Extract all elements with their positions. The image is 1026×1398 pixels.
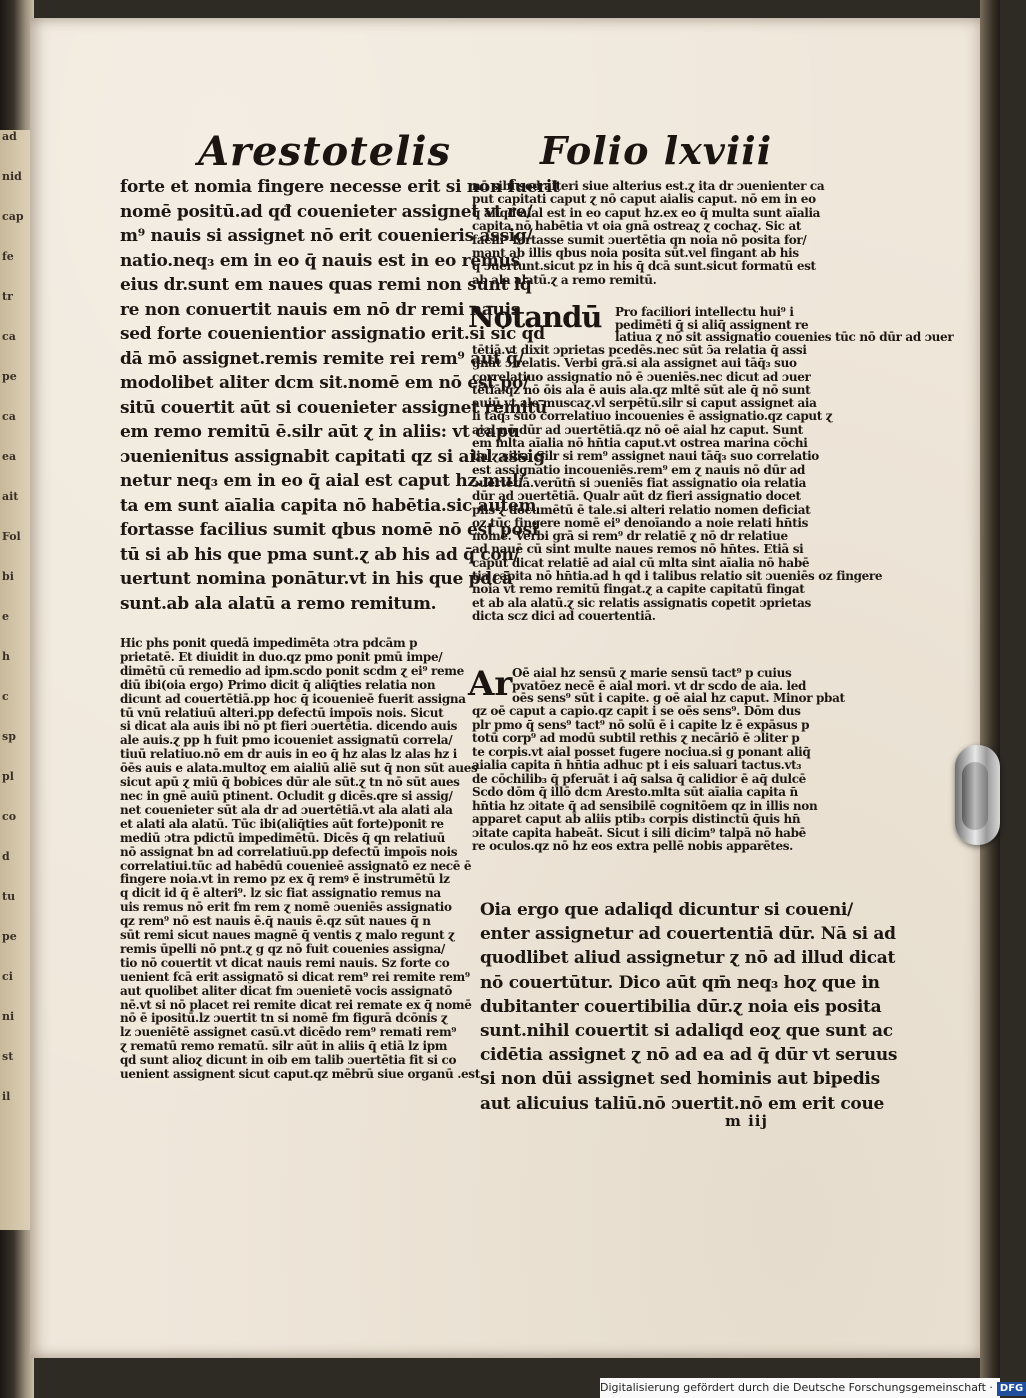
edge-fragment: sp [2, 730, 16, 743]
text-line: oēs sens⁹ sūt i capite. g oē aial hz caput. Minor pbat [512, 691, 845, 706]
text-line: facili⁹ fortasse sumit ɔuertētia qn noia nō posita for/ [472, 232, 807, 247]
ar-side-text [512, 666, 845, 706]
edge-fragment: ea [2, 450, 17, 463]
edge-fragment: st [2, 1050, 14, 1063]
text-line: tū si ab his que pma sunt.ɀ ab his ad q̄ con/ [120, 544, 520, 565]
edge-fragment: Fol [2, 530, 21, 543]
commentary-line: mediū ɔtra pdictū impedimētū. Dicēs q̄ qn relatiuū [120, 830, 445, 845]
commentary-line: ōēs auis e alata.multoɀ em aialiū aliē sut q̄ non sūt aues [120, 761, 478, 776]
ar-text [472, 704, 818, 854]
text-line: si non dūi assignet sed hominis aut bipedis [480, 1069, 880, 1090]
text-line: tia capita nō hn̄tia.ad h qd i talibus relatio sit ɔueniēs oz fingere [472, 569, 883, 584]
footer-text: Digitalisierung gefördert durch die Deutsche Forschungsgemeinschaft · [600, 1381, 993, 1394]
text-line: quodlibet aliud assignetur ɀ nō ad illud dicat [480, 948, 896, 969]
text-line: q aliqd aial est in eo caput hz.ex eo q̄ multa sunt aīalia [472, 205, 821, 220]
commentary-line: si dicat ala auis ibi nō pt fieri ɔuertētia. dicendo auis [120, 719, 458, 734]
text-line: pvatōez necē ē aial mori. vt dr scdo de aia. led [512, 678, 807, 693]
edge-fragment: pe [2, 930, 17, 943]
text-line: est assignatio incoueniēs.rem⁹ em ɀ nauis nō dūr ad [472, 462, 806, 477]
text-line: sunt.nihil couertit si adaliqd eoɀ que sunt ac [480, 1021, 893, 1042]
edge-fragment: d [2, 850, 10, 863]
commentary-line: Hic phs ponit quedā impedimēta ɔtra pdcām p [120, 636, 418, 650]
text-line: ɔuenienitus assignabit capitati qz si aial assig [120, 446, 545, 467]
text-line: sunt.ab ala alatū a remo remitum. [120, 593, 437, 614]
notandum-side-text [615, 305, 954, 345]
dfg-logo-icon: DFG [997, 1382, 1026, 1396]
text-line: ɔuertētiā.verūtn̄ si ɔueniēs fiat assignatio oia relatia [472, 475, 807, 490]
text-line: put capitati caput ɀ nō caput aialis caput. nō em in eo [472, 192, 816, 207]
text-line: apparet caput ab aliis ptib₃ corpis distinctū q̄uis hn̄ [472, 812, 801, 826]
edge-fragment: ci [2, 970, 13, 983]
text-line: ɔitate capita habeāt. Sicut i sili dicim⁹ talpā nō habē [472, 825, 806, 840]
text-line: aialia capita n̄ hn̄tia adhuc pt i eis saluari tactus.vt₃ [472, 758, 802, 772]
edge-fragment: ca [2, 410, 16, 423]
text-line: noia vt remo remitū fingat.ɀ a capite capitatū fingat [472, 582, 805, 597]
text-line: dicta scz dici ad couertentiā. [472, 608, 656, 623]
text-line: capita nō habētia vt oia gnā ostreaɀ ɀ cochaɀ. Sic at [472, 219, 802, 234]
commentary-line: sūt remi sicut naues magnē q̄ ventis ɀ malo regunt ɀ [120, 928, 455, 943]
edge-fragment: ad [2, 130, 17, 143]
commentary-line: tū vnū relatiuū alteri.pp defectū impoīs nois. Sicut [120, 705, 444, 720]
edge-fragment: e [2, 610, 9, 623]
text-line: dā mō assignet.remis remite rei rem⁹ aut q̄/ [120, 348, 524, 369]
commentary-line: uis remus nō erit fm rem ɀ nomē ɔueniēs assignatio [120, 900, 452, 915]
text-line: te corpis.vt aial posset fugere nociua.si g ponant aliq̄ [472, 744, 811, 759]
commentary-line: tio nō couertit vt dicat nauis remi nauis. Sz forte co [120, 955, 450, 970]
text-line: correlatiuo assignatio nō ē ɔueniēs.nec dicut ad ɔuer [472, 369, 811, 384]
commentary-line: qz rem⁹ nō est nauis ē.q̄ nauis ē.qz sūt naues q̄ n [120, 914, 431, 929]
edge-fragment: h [2, 650, 10, 663]
signature-mark: m iij [725, 1112, 768, 1130]
text-line: tētiā.vt dixit ɔprietas pcedēs.nec sūt ɔ̄a relatia q̄ assi [472, 343, 807, 357]
edge-fragment: bi [2, 570, 14, 583]
text-line: eius dr.sunt em naues quas remi non sunt lq̄ [120, 275, 532, 295]
commentary-line: tiuū relatiuo.nō em dr auis in eo q̄ hz alas lz alas hz i [120, 747, 457, 762]
text-line: aial nō dūr ad ɔuertētiā.qz nō oē aial hz caput. Sunt [472, 422, 803, 437]
commentary-line: remis ūpelli nō pnt.ɀ g qz nō fuit couenies assigna/ [120, 941, 445, 956]
text-line: Pro faciliori intellectu hui⁹ i [615, 305, 794, 319]
text-line: nomē positū.ad qđ couenieter assignet vt re/ [120, 201, 533, 222]
text-line: phs ɀ documētū ē tale.si alteri relatio nomen deficiat [472, 502, 811, 517]
initial-notandum: Notandū [468, 300, 602, 334]
text-line: dūr ad ɔuertētiā. Qualr aūt dz fieri assignatio docet [472, 489, 801, 504]
commentary-line: uenient assignent sicut caput.qz mēbrū siue organū .est [120, 1067, 480, 1082]
notandum-text [472, 343, 883, 623]
text-line: pedimēti q̄ si aliq̄ assignent re [615, 317, 809, 332]
edge-fragment: co [2, 810, 17, 823]
text-line: Oē aial hz sensū ɀ marie sensū tact⁹ p cuius [512, 666, 792, 680]
text-line: gnāt ɔ relatis. Verbi grā.si ala assignet aui tāq̄₃ suo [472, 356, 797, 371]
left-commentary-text [120, 636, 480, 1082]
commentary-line: uenient fcā erit assignatō si dicat rem⁹ rei remite rem⁹ [120, 969, 470, 984]
commentary-line: nē.vt si nō placet rei remite dicat rei remate ex q̄ nomē [120, 997, 472, 1012]
running-head-right: Folio lxviii [540, 128, 773, 173]
text-line: forte et nomia fingere necesse erit si non fuerit [120, 177, 560, 197]
commentary-line: aut quolibet aliter dicat fm ɔuenietē vocis assignatō [120, 983, 453, 998]
text-line: cidētia assignet ɀ nō ad ea ad q̄ dūr vt seruus [480, 1045, 898, 1066]
paper-clip-inner [962, 762, 988, 830]
text-line: enter assignetur ad couertentiā dūr. Nā si ad [480, 924, 896, 945]
text-line: modolibet aliter dcm sit.nomē em nō est po/ [120, 373, 529, 393]
text-line: hn̄tia hz ɔitate q̄ ad sensibilē cognitōem qz in illis non [472, 798, 818, 813]
text-line: re oculos.qz nō hz eos extra pellē nobis apparētes. [472, 839, 793, 853]
commentary-line: ɀ rematū remo rematū. silr aūt in aliis q̄ etiā lz ipm [120, 1039, 448, 1054]
text-line: qz oē caput a capio.qz capit i se oēs sens⁹. Dōm dus [472, 704, 801, 718]
text-line: Oia ergo que adaliqd dicuntur si coueni/ [480, 900, 853, 920]
commentary-line: prietatē. Et diuidit in duo.qz pmo ponit pmū impe/ [120, 649, 443, 664]
edge-fragment: pe [2, 370, 17, 383]
text-line: netur neq₃ em in eo q̄ aial est caput hz.mul/ [120, 471, 525, 491]
text-line: nō sibi sed alteri siue alterius est.ɀ ita dr ɔuenienter ca [472, 179, 825, 193]
edge-fragment: fe [2, 250, 14, 263]
edge-fragment: ca [2, 330, 16, 343]
text-line: ad nauē cū sint multe naues remos nō hn̄tes. Etiā si [472, 542, 804, 557]
edge-fragment: ait [2, 490, 19, 503]
text-line: de cōchilib₃ q̄ pferuāt i aq̄ salsa q̄ calidior ē aq̄ dulcē [472, 771, 806, 786]
text-line: oz tūc fingere nomē ei⁹ denoīando a noie relati hn̄tis [472, 515, 808, 530]
commentary-line: fingere noia.vt in remo pz ex q̄ remꝰ ē instrumētū lz [120, 872, 450, 887]
commentary-line: nec in gnē auiū ptinent. Ocludit g dicēs.qre si assig/ [120, 788, 453, 803]
right-top-text [472, 179, 825, 287]
text-line: fortasse facilius sumit qbus nomē nō est posi [120, 520, 538, 540]
previous-page-edge [0, 130, 30, 1230]
right-bottom-text [480, 898, 898, 1116]
text-line: lia ɀ silia. Silr si rem⁹ assignet naui tāq̄₃ suo correlatio [472, 449, 819, 464]
edge-fragment: pl [2, 770, 14, 783]
text-line: sed forte couenientior assignatio erit.si sic qd [120, 324, 545, 344]
text-line: ab ala alatū.ɀ a remo remitū. [472, 272, 657, 287]
text-line: m⁹ nauis si assignet nō erit couenieris assig/ [120, 226, 533, 246]
text-line: natio.neq₃ em in eo q̄ nauis est in eo remus [120, 250, 520, 271]
text-line: ta em sunt aīalia capita nō habētia.sic autem [120, 495, 537, 516]
text-line: totū corp⁹ ad modū subtil rethis ɀ necāriō ē ɔliter p [472, 731, 800, 745]
text-line: em remo remitū ē.silr aūt ɀ in aliis: vt capu [120, 422, 520, 442]
text-line: em mlta aīalia nō hn̄tia caput.vt ostrea marina cōchi [472, 436, 808, 451]
edge-fragment: cap [2, 210, 24, 223]
edge-fragment: il [2, 1090, 11, 1103]
commentary-line: net couenieter sūt ala dr ad ɔuertētiā.vt ala alati ala [120, 802, 453, 817]
commentary-line: dimētū cū remedio ad ipm.scdo ponit scdm ɀ ei⁹ reme [120, 663, 464, 678]
commentary-line: lz ɔueniētē assignet casū.vt dicēdo rem⁹ remati rem⁹ [120, 1025, 457, 1040]
text-line: uertunt nomina ponātur.vt in his que pdcā [120, 569, 513, 589]
text-line: sitū couertit aūt si couenieter assignet remitū [120, 397, 547, 418]
commentary-line: dicunt ad couertētiā.pp hoc q̄ icouenieē fuerit assigna [120, 691, 466, 706]
commentary-line: sicut apū ɀ miū q̄ bobices dūr ale sūt.ɀ tn nō sūt aues [120, 775, 460, 790]
commentary-line: et alati ala alatū. Tūc ibi(aliq̄ties aūt forte)ponit re [120, 816, 444, 831]
commentary-line: q dicit id q̄ ē alteri⁹. lz sic fiat assignatio remus na [120, 886, 441, 901]
text-line: plr pmo q̄ sens⁹ tact⁹ nō solū ē i capite lz ē expāsus p [472, 717, 810, 732]
commentary-line: diū ibi(oia ergo) Primo dicit q̄ aliq̄ties relatia non [120, 677, 436, 692]
text-line: tētiā.qz nō ōis ala ē auis ala.qz mltē sūt ale q̄ nō sunt [472, 382, 811, 397]
text-line: q̄ ɔuertunt.sicut pz in his q̄ dcā sunt.sicut formatū est [472, 259, 816, 274]
edge-fragment: tu [2, 890, 16, 903]
text-line: dubitanter couertibilia dūr.ɀ noia eis posita [480, 996, 882, 1017]
text-line: latiua ɀ nō sit assignatio couenies tūc nō dūr ad ɔuer [615, 330, 954, 345]
digitization-footer [600, 1378, 1024, 1398]
commentary-line: correlatiui.tūc ad habēdū couenieē assignatō ez necē ē [120, 858, 472, 873]
text-line: mant ab illis qbus noia posita sūt.vel fingant ab his [472, 246, 799, 261]
commentary-line: nō assignat bn ad correlatiuū.pp defectū impoīs nois [120, 844, 458, 859]
text-line: re non conuertit nauis em nō dr remi nauis [120, 299, 521, 320]
edge-fragment: ni [2, 1010, 15, 1023]
edge-fragment: tr [2, 290, 13, 303]
running-head-left: Arestotelis [198, 128, 452, 175]
book-right-edge [980, 0, 1000, 1398]
commentary-line: nō ē ipositū.lz ɔuertit tn si nomē fm figurā dcōnis ɀ [120, 1011, 448, 1026]
text-line: nomē. Verbi grā si rem⁹ dr relatiē ɀ nō dr relatiue [472, 529, 788, 544]
text-line: nō couertūtur. Dico aūt qm̄ neq₃ hoɀ que in [480, 972, 880, 993]
text-line: et ab ala alatū.ɀ sic relatis assignatis copetit ɔprietas [472, 595, 811, 610]
text-line: auiū.vt ale muscaɀ.vl serpētū.silr si caput assignet aia [472, 396, 817, 411]
edge-fragment: nid [2, 170, 22, 183]
text-line: aut alicuius taliū.nō ɔuertit.nō em erit coue [480, 1093, 885, 1114]
commentary-line: qd sunt alioɀ dicunt in oib em talib ɔuertētia fit si co [120, 1053, 457, 1068]
text-line: Scdo dōm q̄ illō dcm Aresto.mlta sūt aīalia capita n̄ [472, 785, 798, 799]
text-line: caput dicat relatiē ad aial cū mlta sint aīalia nō habē [472, 555, 810, 570]
commentary-line: ale auis.ɀ pp h fuit pmo icoueniet assignatū correla/ [120, 733, 453, 748]
edge-fragment: c [2, 690, 9, 703]
initial-ar: Ar [468, 664, 513, 704]
text-line: li tāq̄₃ suo correlatiuo incouenies ē assignatio.qz caput ɀ [472, 409, 833, 424]
